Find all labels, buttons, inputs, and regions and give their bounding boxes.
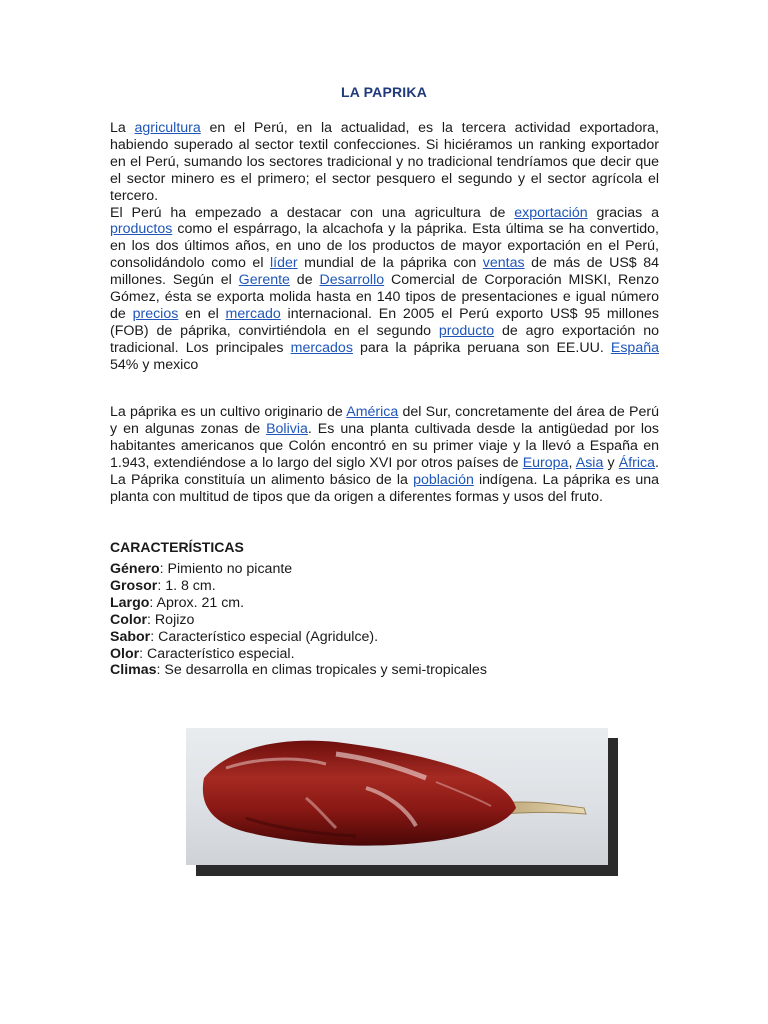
characteristic-value: : 1. 8 cm. [157, 577, 216, 594]
paragraph-text: La páprika es un cultivo originario de [110, 404, 347, 420]
characteristic-item [110, 662, 487, 679]
characteristics-list [110, 561, 487, 679]
paragraph-text: , [568, 454, 576, 471]
paragraph-text: para la páprika peruana son EE.UU. [352, 339, 611, 356]
characteristic-item [110, 578, 487, 595]
link-africa[interactable]: África [618, 454, 656, 471]
characteristic-label: Grosor [110, 577, 158, 594]
link-asia[interactable]: Asia [575, 454, 604, 471]
paragraph-text: gracias a [587, 204, 659, 221]
characteristic-value: : Pimiento no picante [159, 561, 293, 577]
characteristic-label: Sabor [110, 628, 151, 645]
paragraph-agriculture [110, 120, 659, 374]
characteristic-value: : Rojizo [147, 611, 195, 628]
characteristic-item [110, 629, 487, 646]
characteristic-item [110, 561, 487, 578]
paragraph-text: El Perú ha empezado a destacar con una agricultura de [110, 204, 515, 221]
characteristic-value: : Aprox. 21 cm. [149, 594, 245, 611]
link-mercado[interactable]: mercado [225, 305, 281, 322]
link-desarrollo[interactable]: Desarrollo [319, 272, 385, 289]
paprika-pepper-image [186, 728, 608, 865]
paragraph-text: indígena. La páprika es una planta con multitud de tipos que da origen a diferentes formas y usos del fruto. [110, 471, 659, 505]
characteristic-label: Climas [110, 662, 157, 679]
characteristic-item [110, 612, 487, 629]
paragraph-text: de [289, 272, 320, 289]
characteristics-heading: CARACTERÍSTICAS [110, 539, 244, 555]
link-agricultura[interactable]: agricultura [134, 120, 201, 136]
photo-frame [186, 728, 608, 865]
characteristic-value: : Se desarrolla en climas tropicales y semi-tropicales [156, 662, 487, 679]
characteristic-label: Olor [110, 645, 140, 662]
link-exportacion[interactable]: exportación [514, 204, 588, 221]
paragraph-text: Comercial de Corporación MISKI, Renzo Gómez, ésta se exporta molida hasta en 140 tipos de presentaciones e igual número de [110, 272, 659, 322]
link-bolivia[interactable]: Bolivia [266, 420, 308, 437]
paragraph-text: como el espárrago, la alcachofa y la páprika. Esta última se ha convertido, en los dos últimos años, en uno de los productos de mayor exportación en el Perú, consolidándolo como el [110, 221, 659, 272]
characteristic-item [110, 595, 487, 612]
characteristic-value: : Característico especial (Agridulce). [150, 628, 379, 645]
link-precios[interactable]: precios [132, 305, 179, 322]
paragraph-text: del Sur, concretamente del área de Perú y en algunas zonas de [110, 404, 659, 437]
paragraph-text: y [603, 454, 619, 471]
paragraph-text: 54% y mexico [110, 356, 199, 373]
characteristic-label: Género [110, 561, 160, 577]
paragraph-text: en el Perú, en la actualidad, es la tercera actividad exportadora, habiendo superado al sector textil confecciones. Si hiciéramos un ranking exportador en el Perú, sumando los sectores tradicional y no tradicional tendríamos que decir que el sector minero es el primero; el sector pesquero el segundo y el sector agrícola el tercero. [110, 120, 659, 204]
paragraph-origin [110, 404, 659, 505]
link-espana[interactable]: España [610, 339, 659, 356]
paragraph-text: en el [178, 305, 226, 322]
paragraph-text: . La Páprika constituía un alimento básico de la [110, 454, 659, 488]
paprika-photo [186, 728, 618, 876]
paragraph-text: mundial de la páprika con [297, 255, 483, 272]
link-poblacion[interactable]: población [413, 471, 474, 488]
paragraph-text: de agro exportación no tradicional. Los principales [110, 322, 659, 356]
link-producto[interactable]: producto [438, 322, 495, 339]
link-gerente[interactable]: Gerente [238, 272, 290, 289]
characteristic-item [110, 646, 487, 663]
link-lider[interactable]: líder [270, 255, 298, 272]
link-mercados[interactable]: mercados [290, 339, 353, 356]
characteristic-value: : Característico especial. [139, 645, 295, 662]
link-ventas[interactable]: ventas [482, 255, 525, 272]
link-productos[interactable]: productos [110, 221, 173, 238]
link-europa[interactable]: Europa [522, 454, 569, 471]
characteristic-label: Largo [110, 594, 150, 611]
paragraph-text: La [110, 120, 135, 136]
characteristic-label: Color [110, 611, 148, 628]
paragraph-text: de más de US$ 84 millones. Según el [110, 255, 660, 289]
paragraph-text: internacional. En 2005 el Perú exporto US$ 95 millones (FOB) de páprika, convirtiéndola en el segundo [110, 305, 659, 339]
link-america[interactable]: América [346, 404, 399, 420]
page-title: LA PAPRIKA [341, 84, 427, 100]
paragraph-text: . Es una planta cultivada desde la antigüedad por los habitantes americanos que Colón encontró en su primer viaje y la llevó a España en 1.943, extendiéndose a lo largo del siglo XVI por otros países de [110, 420, 659, 471]
